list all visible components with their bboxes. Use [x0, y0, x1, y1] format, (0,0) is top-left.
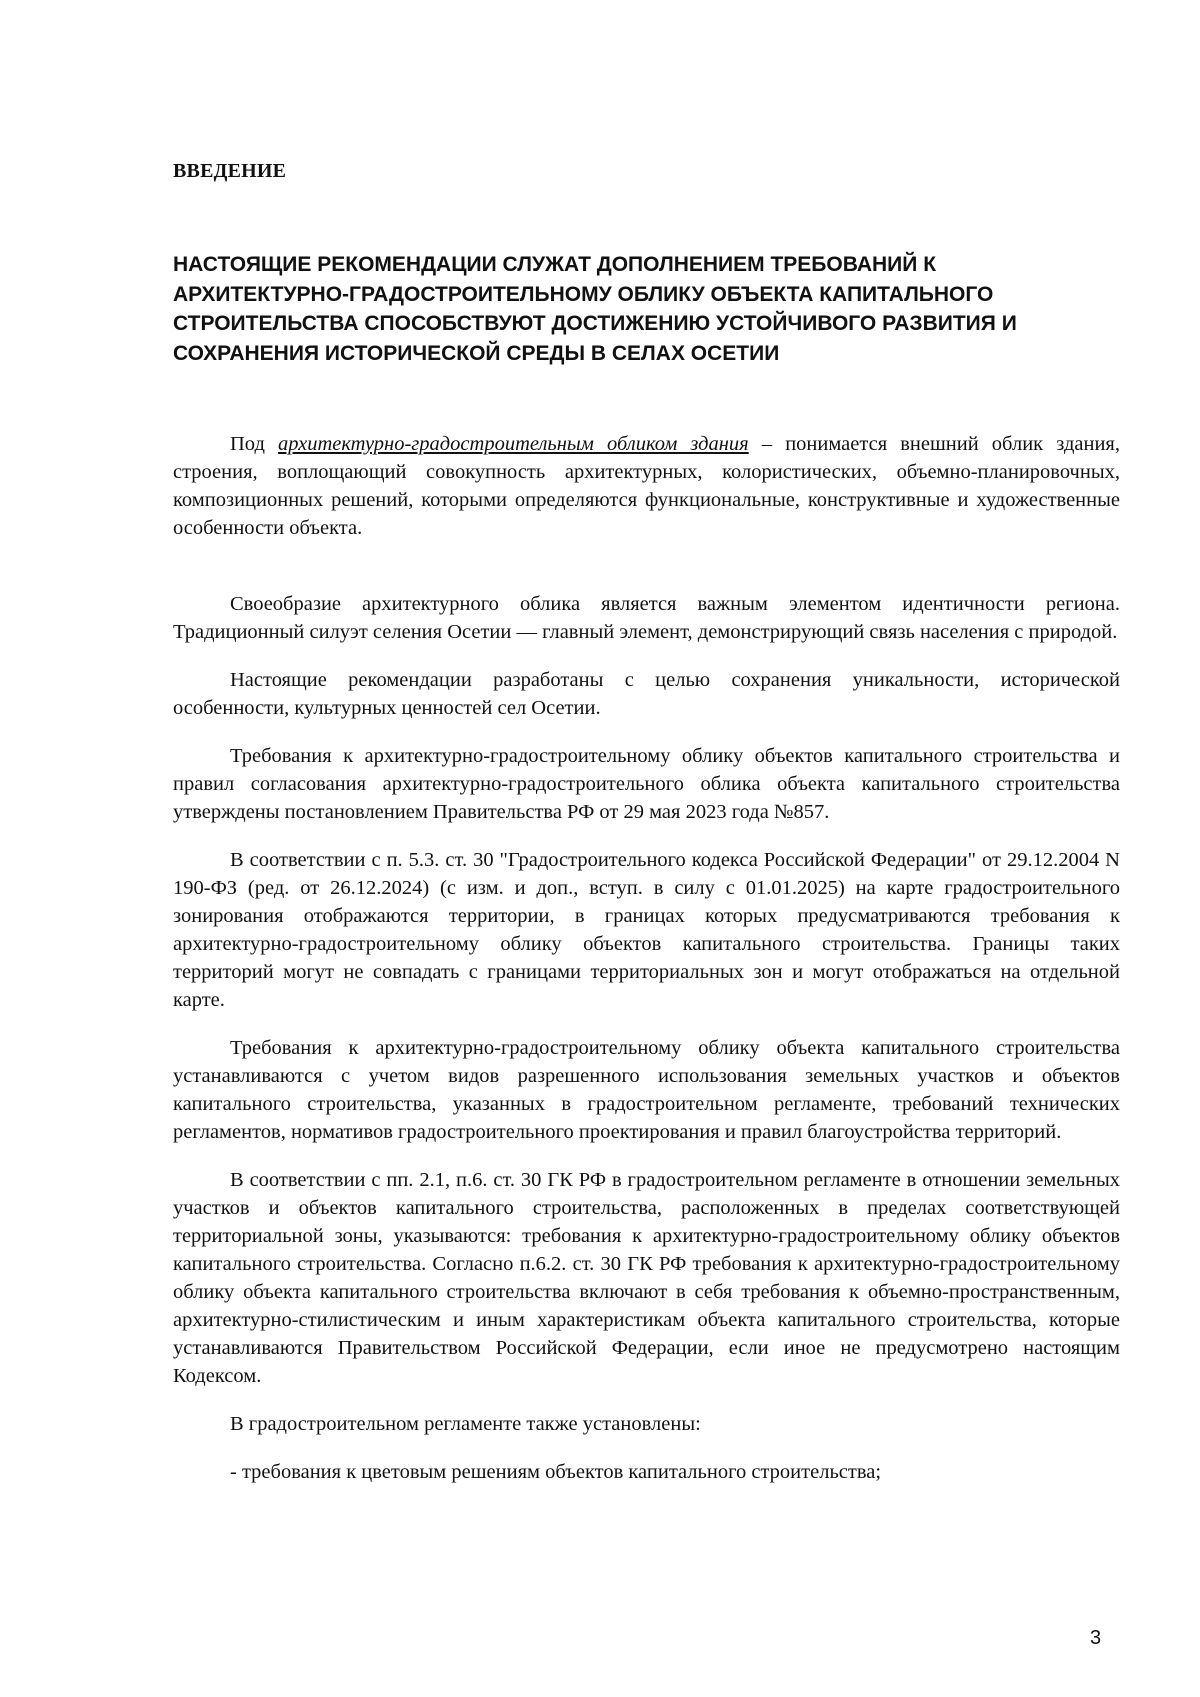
main-heading — [173, 250, 1120, 430]
page-content — [173, 160, 1120, 1506]
main-heading-line: НАСТОЯЩИЕ РЕКОМЕНДАЦИИ СЛУЖАТ ДОПОЛНЕНИЕМ ТРЕБОВАНИЙ К — [173, 253, 937, 276]
page-number: 3 — [1090, 1627, 1102, 1649]
paragraph-zoning-map: В соответствии с п. 5.3. ст. 30 "Градостроительного кодекса Российской Федерации" от 29.12.2004 N 190-ФЗ (ред. от 26.12.2024) (с изм. и доп., вступ. в силу с 01.01.2025) на карте градостроительного зонирования отображаются территории, в границах которых предусматриваются требования к архитектурно-градостроительному облику объектов капитального строительства. Границы таких территорий могут не совпадать с границами территориальных зон и могут отображаться на отдельной карте. — [173, 849, 1120, 1011]
paragraph-code-article: В соответствии с пп. 2.1, п.6. ст. 30 ГК РФ в градостроительном регламенте в отношении земельных участков и объектов капитального строительства, расположенных в пределах соответствующей территориальной зоны, указываются: требования к архитектурно-градостроительному облику объектов капитального строительства. Согласно п.6.2. ст. 30 ГК РФ требования к архитектурно-градостроительному облику объекта капитального строительства включают в себя требования к объемно-пространственным, архитектурно-стилистическим и иным характеристикам объекта капитального строительства, которые устанавливаются Правительством Российской Федерации, если иное не предусмотрено настоящим Кодексом. — [173, 1169, 1120, 1387]
main-heading-line: АРХИТЕКТУРНО-ГРАДОСТРОИТЕЛЬНОМУ ОБЛИКУ ОБЪЕКТА КАПИТАЛЬНОГО — [173, 282, 994, 306]
paragraph-requirements-basis: Требования к архитектурно-градостроительному облику объекта капитального строительства устанавливаются с учетом видов разрешенного использования земельных участков и объектов капитального строительства, указанных в градостроительном регламенте, требований технических регламентов, нормативов градостроительного проектирования и правил благоустройства территорий. — [173, 1037, 1120, 1143]
paragraph-identity: Своеобразие архитектурного облика является важным элементом идентичности региона. Традиционный силуэт селения Осетии — главный элемент, демонстрирующий связь населения с природой. — [173, 593, 1120, 643]
definition-prefix: Под — [230, 433, 279, 455]
main-heading-line: СОХРАНЕНИЯ ИСТОРИЧЕСКОЙ СРЕДЫ В СЕЛАХ ОСЕТИИ — [173, 341, 780, 365]
definition-paragraph — [173, 430, 1120, 542]
paragraph-regulation-also: В градостроительном регламенте также установлены: — [230, 1413, 701, 1435]
main-heading-line: СТРОИТЕЛЬСТВА СПОСОБСТВУЮТ ДОСТИЖЕНИЮ УСТОЙЧИВОГО РАЗВИТИЯ И — [173, 312, 1017, 335]
definition-text: – понимается внешний облик здания, строения, воплощающий совокупность архитектурных, колористических, объемно-планировочных, композиционных решений, которыми определяются функциональные, конструктивные и художественные особенности объекта. — [173, 433, 1120, 539]
paragraph-regulation: Требования к архитектурно-градостроительному облику объектов капитального строительства и правил согласования архитектурно-градостроительного облика объекта капитального строительства утверждены постановлением Правительства РФ от 29 мая 2023 года №857. — [173, 745, 1120, 823]
paragraph-purpose: Настоящие рекомендации разработаны с целью сохранения уникальности, исторической особенности, культурных ценностей сел Осетии. — [173, 669, 1120, 719]
list-item: - требования к цветовым решениям объектов капитального строительства; — [230, 1461, 882, 1483]
definition-term: архитектурно-градостроительным обликом здания — [278, 433, 749, 455]
intro-heading: ВВЕДЕНИЕ — [173, 160, 287, 182]
